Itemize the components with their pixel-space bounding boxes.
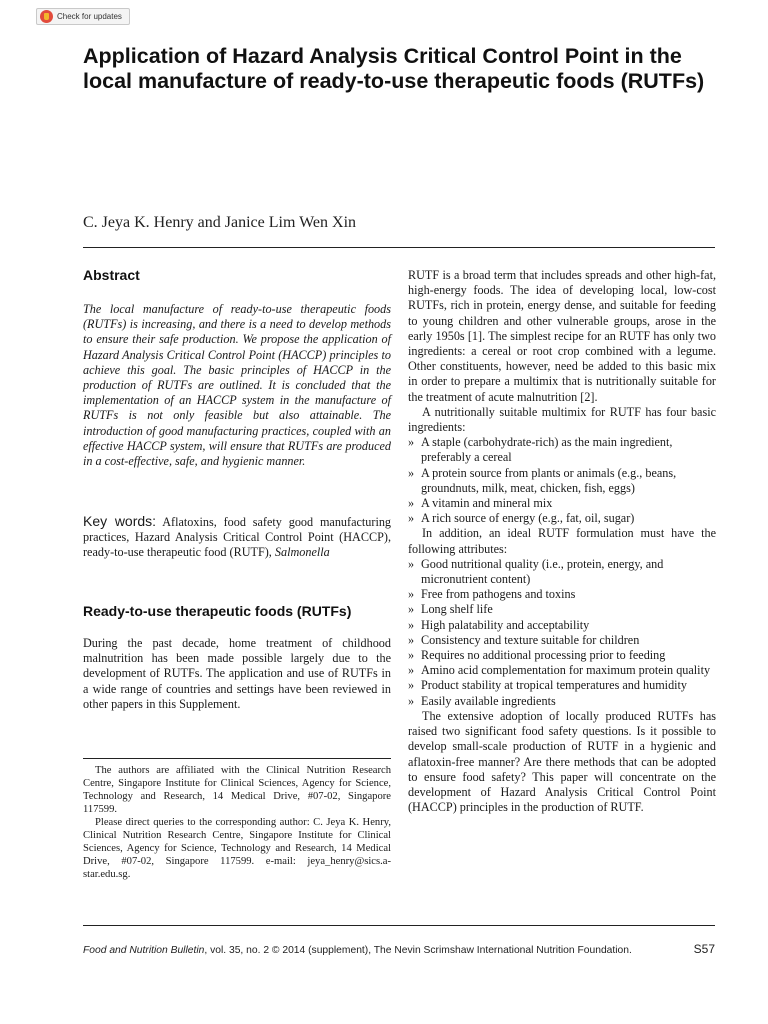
list-item: » Requires no additional processing prior to feeding (408, 648, 716, 663)
paragraph-rutf-definition: RUTF is a broad term that includes spreads and other high-fat, high-energy foods. The idea of developing local, low-cost RUTFs, rich in protein, energy dense, and suitable for feeding to young children and other vulnerable groups, arose in the early 1950s [1]. The simplest recipe for an RUTF has only two ingredients: a cereal or root crop combined with a legume. Other constituents, however, need be added to this basic mix in order to prepare a multimix that is nutritionally suitable for the treatment of acute malnutrition [2]. (408, 268, 716, 404)
journal-name: Food and Nutrition Bulletin (83, 945, 205, 956)
footnote-divider (83, 758, 391, 759)
ingredients-list (408, 435, 716, 526)
bookmark-icon (40, 10, 53, 23)
check-for-updates-label: Check for updates (57, 12, 122, 21)
list-item: » Good nutritional quality (i.e., protein, energy, and micronutrient content) (408, 557, 716, 587)
authors: C. Jeya K. Henry and Janice Lim Wen Xin (83, 214, 357, 231)
list-item: » A rich source of energy (e.g., fat, oil, sugar) (408, 511, 716, 526)
journal-details: , vol. 35, no. 2 © 2014 (supplement), The Nevin Scrimshaw International Nutrition Foundation. (204, 945, 632, 956)
footnote-affiliation: The authors are affiliated with the Clinical Nutrition Research Centre, Singapore Institute for Clinical Sciences, Agency for Science, Technology and Research, 14 Medical Drive, #07-02, Singapore 117599. (83, 765, 391, 815)
list-item: » Amino acid complementation for maximum protein quality (408, 663, 716, 678)
footnote-correspondence: Please direct queries to the corresponding author: C. Jeya K. Henry, Clinical Nutrition Research Centre, Singapore Institute for Clinical Sciences, Agency for Science, Technology and Research, 14 Medical Drive, #07-02, Singapore 117599. e-mail: jeya_henry@sics.a-star.edu.sg. (83, 817, 391, 880)
list-item: » A protein source from plants or animals (e.g., beans, groundnuts, milk, meat, chicken, fish, eggs) (408, 466, 716, 496)
journal-citation (83, 945, 632, 956)
right-column (408, 268, 716, 815)
keywords (83, 514, 391, 561)
paragraph-attributes: In addition, an ideal RUTF formulation must have the following attributes: (408, 526, 716, 556)
keywords-label: Key words: (83, 513, 157, 529)
paragraph-food-safety: The extensive adoption of locally produced RUTFs has raised two significant food safety questions. Is it possible to develop small-scale production of RUTF in a hygienic and aflatoxin-free manner? Are there methods that can be adopted to ensure food safety? This paper will concentrate on the development of Hazard Analysis Critical Control Point (HACCP) principles in the production of RUTF. (408, 708, 716, 815)
page-footer (83, 942, 715, 956)
page-number: S57 (693, 942, 715, 956)
list-item: » Free from pathogens and toxins (408, 587, 716, 602)
list-item: » A vitamin and mineral mix (408, 496, 716, 511)
paragraph-multimix: A nutritionally suitable multimix for RUTF has four basic ingredients: (408, 404, 716, 435)
abstract-text: The local manufacture of ready-to-use therapeutic foods (RUTFs) is increasing, and there is a need to develop methods to ensure their safe production. We propose the application of Hazard Analysis Critical Control Point (HACCP) principles to achieve this goal. The basic principles of HACCP in the production of RUTFs are outlined. It is concluded that the implementation of an HACCP system in the manufacture of RUTFs is not only feasible but also attainable. The introduction of good manufacturing practices, coupled with an effective HACCP system, will ensure that RUTFs are produced in a cost-effective, safe, and hygienic manner. (83, 302, 391, 469)
list-item: » Consistency and texture suitable for children (408, 633, 716, 648)
list-item: » Long shelf life (408, 602, 716, 617)
section-heading: Ready-to-use therapeutic foods (RUTFs) (83, 603, 352, 619)
article-title: Application of Hazard Analysis Critical Control Point in the local manufacture of ready-to-use therapeutic foods (RUTFs) (83, 44, 705, 93)
list-item: » A staple (carbohydrate-rich) as the main ingredient, preferably a cereal (408, 435, 716, 465)
footer-divider (83, 925, 715, 926)
keywords-text: Aflatoxins, food safety good manufacturing practices, Hazard Analysis Critical Control Point (HACCP), ready-to-use therapeutic food (RUTF), (83, 515, 392, 560)
list-item: » Easily available ingredients (408, 694, 716, 709)
header-divider (83, 247, 715, 248)
attributes-list (408, 557, 716, 709)
left-column (83, 267, 392, 880)
list-item: » Product stability at tropical temperatures and humidity (408, 678, 716, 693)
footnote (83, 764, 391, 881)
abstract-heading: Abstract (83, 267, 140, 283)
section-text: During the past decade, home treatment of childhood malnutrition has been made possible largely due to the development of RUTFs. The application and use of RUTFs in a wide range of countries and settings have been reviewed in other papers in this Supplement. (83, 636, 391, 711)
keywords-italic-term: Salmonella (274, 545, 330, 560)
check-for-updates-button[interactable] (36, 8, 130, 25)
list-item: » High palatability and acceptability (408, 618, 716, 633)
